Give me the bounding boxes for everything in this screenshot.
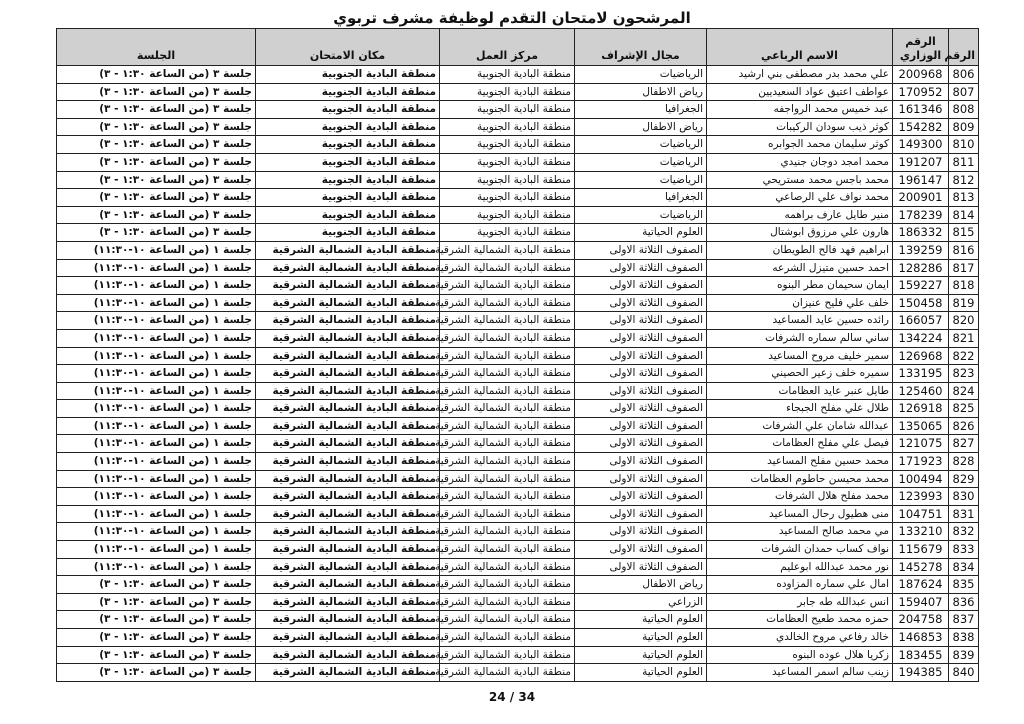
field-cell: الرياضيات xyxy=(575,66,707,84)
national-id-cell: 126968 xyxy=(893,347,949,365)
name-cell: عواطف اعتيق عواد السعيديين xyxy=(707,83,893,101)
name-cell: عبدالله شامان علي الشرفات xyxy=(707,417,893,435)
national-id-cell: 159407 xyxy=(893,593,949,611)
field-cell: الصفوف الثلاثة الاولى xyxy=(575,505,707,523)
session-cell: جلسة ١ (من الساعة ١٠-١١:٣٠) xyxy=(57,365,256,383)
national-id-cell: 200901 xyxy=(893,189,949,207)
column-header-exam-place: مكان الامتحان xyxy=(256,29,440,66)
exam-place-cell: منطقة البادية الشمالية الشرقية xyxy=(256,312,440,330)
exam-place-cell: منطقة البادية الجنوبية xyxy=(256,153,440,171)
national-id-cell: 196147 xyxy=(893,171,949,189)
column-header-field: مجال الإشراف xyxy=(575,29,707,66)
table-row xyxy=(57,488,979,506)
national-id-cell: 183455 xyxy=(893,646,949,664)
work-center-cell: منطقة البادية الشمالية الشرقية xyxy=(440,646,575,664)
exam-place-cell: منطقة البادية الشمالية الشرقية xyxy=(256,611,440,629)
field-cell: الصفوف الثلاثة الاولى xyxy=(575,312,707,330)
field-cell: الصفوف الثلاثة الاولى xyxy=(575,400,707,418)
exam-place-cell: منطقة البادية الجنوبية xyxy=(256,206,440,224)
name-cell: فيصل علي مفلح العظامات xyxy=(707,435,893,453)
work-center-cell: منطقة البادية الشمالية الشرقية xyxy=(440,488,575,506)
field-cell: الرياضيات xyxy=(575,136,707,154)
session-cell: جلسة ١ (من الساعة ١٠-١١:٣٠) xyxy=(57,259,256,277)
session-cell: جلسة ٣ (من الساعة ١:٣٠ - ٣) xyxy=(57,66,256,84)
national-id-cell: 154282 xyxy=(893,118,949,136)
work-center-cell: منطقة البادية الشمالية الشرقية xyxy=(440,347,575,365)
seq-cell: 834 xyxy=(949,558,979,576)
name-cell: سميره خلف زعير الحصيني xyxy=(707,365,893,383)
session-cell: جلسة ٣ (من الساعة ١:٣٠ - ٣) xyxy=(57,576,256,594)
exam-place-cell: منطقة البادية الجنوبية xyxy=(256,66,440,84)
name-cell: محمد امجد دوجان جنيدي xyxy=(707,153,893,171)
session-cell: جلسة ٣ (من الساعة ١:٣٠ - ٣) xyxy=(57,171,256,189)
seq-cell: 821 xyxy=(949,329,979,347)
field-cell: الصفوف الثلاثة الاولى xyxy=(575,365,707,383)
field-cell: رياض الاطفال xyxy=(575,118,707,136)
session-cell: جلسة ٣ (من الساعة ١:٣٠ - ٣) xyxy=(57,664,256,682)
exam-place-cell: منطقة البادية الجنوبية xyxy=(256,189,440,207)
field-cell: الصفوف الثلاثة الاولى xyxy=(575,294,707,312)
table-row xyxy=(57,153,979,171)
table-row xyxy=(57,347,979,365)
exam-place-cell: منطقة البادية الشمالية الشرقية xyxy=(256,488,440,506)
name-cell: منير طايل عارف براهمه xyxy=(707,206,893,224)
national-id-cell: 121075 xyxy=(893,435,949,453)
seq-cell: 829 xyxy=(949,470,979,488)
session-cell: جلسة ١ (من الساعة ١٠-١١:٣٠) xyxy=(57,558,256,576)
name-cell: طلال علي مفلح الجبجاء xyxy=(707,400,893,418)
session-cell: جلسة ٣ (من الساعة ١:٣٠ - ٣) xyxy=(57,83,256,101)
seq-cell: 806 xyxy=(949,66,979,84)
session-cell: جلسة ٣ (من الساعة ١:٣٠ - ٣) xyxy=(57,629,256,647)
seq-cell: 810 xyxy=(949,136,979,154)
session-cell: جلسة ٣ (من الساعة ١:٣٠ - ٣) xyxy=(57,153,256,171)
seq-cell: 838 xyxy=(949,629,979,647)
work-center-cell: منطقة البادية الشمالية الشرقية xyxy=(440,629,575,647)
seq-cell: 808 xyxy=(949,101,979,119)
table-row xyxy=(57,189,979,207)
exam-place-cell: منطقة البادية الشمالية الشرقية xyxy=(256,241,440,259)
seq-cell: 818 xyxy=(949,277,979,295)
candidates-sheet xyxy=(56,28,978,682)
work-center-cell: منطقة البادية الشمالية الشرقية xyxy=(440,576,575,594)
table-row xyxy=(57,83,979,101)
field-cell: الصفوف الثلاثة الاولى xyxy=(575,259,707,277)
work-center-cell: منطقة البادية الشمالية الشرقية xyxy=(440,277,575,295)
session-cell: جلسة ٣ (من الساعة ١:٣٠ - ٣) xyxy=(57,118,256,136)
work-center-cell: منطقة البادية الشمالية الشرقية xyxy=(440,470,575,488)
session-cell: جلسة ١ (من الساعة ١٠-١١:٣٠) xyxy=(57,453,256,471)
name-cell: ابراهيم فهد فالح الطويطان xyxy=(707,241,893,259)
seq-cell: 830 xyxy=(949,488,979,506)
national-id-cell: 133210 xyxy=(893,523,949,541)
column-header-name: الاسم الرباعي xyxy=(707,29,893,66)
table-row xyxy=(57,593,979,611)
national-id-cell: 125460 xyxy=(893,382,949,400)
seq-cell: 827 xyxy=(949,435,979,453)
table-row xyxy=(57,241,979,259)
field-cell: الرياضيات xyxy=(575,206,707,224)
exam-place-cell: منطقة البادية الشمالية الشرقية xyxy=(256,593,440,611)
exam-place-cell: منطقة البادية الجنوبية xyxy=(256,83,440,101)
national-id-cell: 204758 xyxy=(893,611,949,629)
national-id-cell: 115679 xyxy=(893,541,949,559)
national-id-cell: 171923 xyxy=(893,453,949,471)
national-id-cell: 178239 xyxy=(893,206,949,224)
table-row xyxy=(57,224,979,242)
session-cell: جلسة ٣ (من الساعة ١:٣٠ - ٣) xyxy=(57,224,256,242)
national-id-cell: 133195 xyxy=(893,365,949,383)
work-center-cell: منطقة البادية الشمالية الشرقية xyxy=(440,312,575,330)
table-row xyxy=(57,523,979,541)
session-cell: جلسة ١ (من الساعة ١٠-١١:٣٠) xyxy=(57,470,256,488)
table-row xyxy=(57,101,979,119)
exam-place-cell: منطقة البادية الشمالية الشرقية xyxy=(256,294,440,312)
work-center-cell: منطقة البادية الجنوبية xyxy=(440,136,575,154)
table-row xyxy=(57,629,979,647)
name-cell: كوثر سليمان محمد الجوابره xyxy=(707,136,893,154)
name-cell: محمد محيسن حاطوم العظامات xyxy=(707,470,893,488)
national-id-cell: 100494 xyxy=(893,470,949,488)
work-center-cell: منطقة البادية الشمالية الشرقية xyxy=(440,400,575,418)
table-header-row xyxy=(57,29,979,66)
work-center-cell: منطقة البادية الجنوبية xyxy=(440,206,575,224)
field-cell: الصفوف الثلاثة الاولى xyxy=(575,541,707,559)
exam-place-cell: منطقة البادية الجنوبية xyxy=(256,136,440,154)
seq-cell: 840 xyxy=(949,664,979,682)
name-cell: عبد خميس محمد الرواجفه xyxy=(707,101,893,119)
seq-cell: 832 xyxy=(949,523,979,541)
field-cell: العلوم الحياتية xyxy=(575,629,707,647)
exam-place-cell: منطقة البادية الشمالية الشرقية xyxy=(256,400,440,418)
session-cell: جلسة ١ (من الساعة ١٠-١١:٣٠) xyxy=(57,541,256,559)
seq-cell: 812 xyxy=(949,171,979,189)
seq-cell: 824 xyxy=(949,382,979,400)
name-cell: احمد حسين متيزل الشرعه xyxy=(707,259,893,277)
field-cell: رياض الاطفال xyxy=(575,576,707,594)
table-row xyxy=(57,136,979,154)
field-cell: العلوم الحياتية xyxy=(575,664,707,682)
seq-cell: 835 xyxy=(949,576,979,594)
session-cell: جلسة ١ (من الساعة ١٠-١١:٣٠) xyxy=(57,417,256,435)
table-row xyxy=(57,646,979,664)
table-row xyxy=(57,382,979,400)
work-center-cell: منطقة البادية الجنوبية xyxy=(440,66,575,84)
national-id-cell: 170952 xyxy=(893,83,949,101)
seq-cell: 823 xyxy=(949,365,979,383)
table-row xyxy=(57,259,979,277)
work-center-cell: منطقة البادية الشمالية الشرقية xyxy=(440,435,575,453)
exam-place-cell: منطقة البادية الشمالية الشرقية xyxy=(256,453,440,471)
field-cell: الرياضيات xyxy=(575,153,707,171)
seq-cell: 833 xyxy=(949,541,979,559)
work-center-cell: منطقة البادية الشمالية الشرقية xyxy=(440,505,575,523)
name-cell: محمد حسين مفلح المساعيد xyxy=(707,453,893,471)
name-cell: منى هطيول رحال المساعيد xyxy=(707,505,893,523)
session-cell: جلسة ٣ (من الساعة ١:٣٠ - ٣) xyxy=(57,611,256,629)
exam-place-cell: منطقة البادية الشمالية الشرقية xyxy=(256,470,440,488)
table-row xyxy=(57,664,979,682)
field-cell: الرياضيات xyxy=(575,171,707,189)
field-cell: الصفوف الثلاثة الاولى xyxy=(575,558,707,576)
national-id-cell: 159227 xyxy=(893,277,949,295)
name-cell: علي محمد بدر مصطفى بني ارشيد xyxy=(707,66,893,84)
table-row xyxy=(57,611,979,629)
national-id-cell: 161346 xyxy=(893,101,949,119)
seq-cell: 839 xyxy=(949,646,979,664)
work-center-cell: منطقة البادية الشمالية الشرقية xyxy=(440,558,575,576)
work-center-cell: منطقة البادية الشمالية الشرقية xyxy=(440,453,575,471)
name-cell: رائده حسين عايد المساعيد xyxy=(707,312,893,330)
national-id-cell: 150458 xyxy=(893,294,949,312)
session-cell: جلسة ١ (من الساعة ١٠-١١:٣٠) xyxy=(57,294,256,312)
name-cell: ساني سالم سماره الشرفات xyxy=(707,329,893,347)
exam-place-cell: منطقة البادية الشمالية الشرقية xyxy=(256,646,440,664)
session-cell: جلسة ١ (من الساعة ١٠-١١:٣٠) xyxy=(57,329,256,347)
candidates-table xyxy=(56,28,979,682)
name-cell: طايل عنبر عايد العظامات xyxy=(707,382,893,400)
exam-place-cell: منطقة البادية الجنوبية xyxy=(256,171,440,189)
national-id-cell: 134224 xyxy=(893,329,949,347)
session-cell: جلسة ١ (من الساعة ١٠-١١:٣٠) xyxy=(57,523,256,541)
session-cell: جلسة ١ (من الساعة ١٠-١١:٣٠) xyxy=(57,312,256,330)
exam-place-cell: منطقة البادية الشمالية الشرقية xyxy=(256,629,440,647)
exam-place-cell: منطقة البادية الشمالية الشرقية xyxy=(256,558,440,576)
work-center-cell: منطقة البادية الشمالية الشرقية xyxy=(440,259,575,277)
field-cell: العلوم الحياتية xyxy=(575,224,707,242)
national-id-cell: 135065 xyxy=(893,417,949,435)
national-id-cell: 146853 xyxy=(893,629,949,647)
seq-cell: 820 xyxy=(949,312,979,330)
field-cell: الصفوف الثلاثة الاولى xyxy=(575,347,707,365)
table-row xyxy=(57,206,979,224)
name-cell: زينب سالم اسمر المساعيد xyxy=(707,664,893,682)
work-center-cell: منطقة البادية الشمالية الشرقية xyxy=(440,523,575,541)
table-body xyxy=(57,66,979,682)
national-id-cell: 166057 xyxy=(893,312,949,330)
national-id-cell: 149300 xyxy=(893,136,949,154)
work-center-cell: منطقة البادية الشمالية الشرقية xyxy=(440,664,575,682)
work-center-cell: منطقة البادية الشمالية الشرقية xyxy=(440,382,575,400)
field-cell: الصفوف الثلاثة الاولى xyxy=(575,435,707,453)
column-header-work-center: مركز العمل xyxy=(440,29,575,66)
national-id-cell: 128286 xyxy=(893,259,949,277)
national-id-cell: 139259 xyxy=(893,241,949,259)
session-cell: جلسة ١ (من الساعة ١٠-١١:٣٠) xyxy=(57,488,256,506)
exam-place-cell: منطقة البادية الشمالية الشرقية xyxy=(256,259,440,277)
work-center-cell: منطقة البادية الشمالية الشرقية xyxy=(440,417,575,435)
name-cell: انس عبدالله طه جابر xyxy=(707,593,893,611)
session-cell: جلسة ١ (من الساعة ١٠-١١:٣٠) xyxy=(57,277,256,295)
national-id-cell: 200968 xyxy=(893,66,949,84)
seq-cell: 809 xyxy=(949,118,979,136)
seq-cell: 813 xyxy=(949,189,979,207)
name-cell: مي محمد صالح المساعيد xyxy=(707,523,893,541)
column-header-national-id: الرقم الوزاري xyxy=(893,29,949,66)
name-cell: امال علي سماره المزاوده xyxy=(707,576,893,594)
exam-place-cell: منطقة البادية الشمالية الشرقية xyxy=(256,347,440,365)
name-cell: ايمان سحيمان مطر البنوه xyxy=(707,277,893,295)
seq-cell: 825 xyxy=(949,400,979,418)
seq-cell: 836 xyxy=(949,593,979,611)
session-cell: جلسة ٣ (من الساعة ١:٣٠ - ٣) xyxy=(57,189,256,207)
field-cell: رياض الاطفال xyxy=(575,83,707,101)
exam-place-cell: منطقة البادية الشمالية الشرقية xyxy=(256,435,440,453)
table-row xyxy=(57,277,979,295)
name-cell: محمد مفلح هلال الشرفات xyxy=(707,488,893,506)
table-row xyxy=(57,558,979,576)
name-cell: محمد باجس محمد مستريحي xyxy=(707,171,893,189)
table-row xyxy=(57,505,979,523)
table-row xyxy=(57,470,979,488)
name-cell: خالد رفاعي مروح الخالدي xyxy=(707,629,893,647)
table-row xyxy=(57,329,979,347)
session-cell: جلسة ٣ (من الساعة ١:٣٠ - ٣) xyxy=(57,136,256,154)
name-cell: زكريا هلال عوده البنوه xyxy=(707,646,893,664)
exam-place-cell: منطقة البادية الجنوبية xyxy=(256,101,440,119)
table-row xyxy=(57,435,979,453)
session-cell: جلسة ١ (من الساعة ١٠-١١:٣٠) xyxy=(57,435,256,453)
column-header-seq: الرقم xyxy=(949,29,979,66)
name-cell: محمد نواف علي الرصاعي xyxy=(707,189,893,207)
seq-cell: 815 xyxy=(949,224,979,242)
work-center-cell: منطقة البادية الجنوبية xyxy=(440,153,575,171)
national-id-cell: 187624 xyxy=(893,576,949,594)
work-center-cell: منطقة البادية الشمالية الشرقية xyxy=(440,241,575,259)
session-cell: جلسة ١ (من الساعة ١٠-١١:٣٠) xyxy=(57,400,256,418)
table-row xyxy=(57,66,979,84)
session-cell: جلسة ١ (من الساعة ١٠-١١:٣٠) xyxy=(57,382,256,400)
page-title: المرشحون لامتحان التقدم لوظيفة مشرف تربوي xyxy=(333,9,691,27)
national-id-cell: 191207 xyxy=(893,153,949,171)
column-header-session: الجلسة xyxy=(57,29,256,66)
field-cell: الجغرافيا xyxy=(575,101,707,119)
session-cell: جلسة ٣ (من الساعة ١:٣٠ - ٣) xyxy=(57,206,256,224)
work-center-cell: منطقة البادية الجنوبية xyxy=(440,171,575,189)
table-row xyxy=(57,576,979,594)
exam-place-cell: منطقة البادية الشمالية الشرقية xyxy=(256,541,440,559)
work-center-cell: منطقة البادية الشمالية الشرقية xyxy=(440,541,575,559)
exam-place-cell: منطقة البادية الشمالية الشرقية xyxy=(256,417,440,435)
exam-place-cell: منطقة البادية الشمالية الشرقية xyxy=(256,329,440,347)
table-row xyxy=(57,171,979,189)
session-cell: جلسة ٣ (من الساعة ١:٣٠ - ٣) xyxy=(57,646,256,664)
field-cell: الجغرافيا xyxy=(575,189,707,207)
national-id-cell: 194385 xyxy=(893,664,949,682)
national-id-cell: 186332 xyxy=(893,224,949,242)
name-cell: نواف كساب حمدان الشرفات xyxy=(707,541,893,559)
exam-place-cell: منطقة البادية الشمالية الشرقية xyxy=(256,664,440,682)
field-cell: الصفوف الثلاثة الاولى xyxy=(575,523,707,541)
exam-place-cell: منطقة البادية الشمالية الشرقية xyxy=(256,365,440,383)
field-cell: الصفوف الثلاثة الاولى xyxy=(575,417,707,435)
exam-place-cell: منطقة البادية الشمالية الشرقية xyxy=(256,382,440,400)
exam-place-cell: منطقة البادية الشمالية الشرقية xyxy=(256,576,440,594)
exam-place-cell: منطقة البادية الشمالية الشرقية xyxy=(256,277,440,295)
field-cell: الصفوف الثلاثة الاولى xyxy=(575,382,707,400)
session-cell: جلسة ١ (من الساعة ١٠-١١:٣٠) xyxy=(57,505,256,523)
field-cell: الزراعي xyxy=(575,593,707,611)
field-cell: العلوم الحياتية xyxy=(575,611,707,629)
work-center-cell: منطقة البادية الجنوبية xyxy=(440,83,575,101)
exam-place-cell: منطقة البادية الجنوبية xyxy=(256,224,440,242)
field-cell: الصفوف الثلاثة الاولى xyxy=(575,277,707,295)
seq-cell: 807 xyxy=(949,83,979,101)
work-center-cell: منطقة البادية الجنوبية xyxy=(440,101,575,119)
work-center-cell: منطقة البادية الجنوبية xyxy=(440,189,575,207)
seq-cell: 819 xyxy=(949,294,979,312)
field-cell: العلوم الحياتية xyxy=(575,646,707,664)
seq-cell: 816 xyxy=(949,241,979,259)
work-center-cell: منطقة البادية الشمالية الشرقية xyxy=(440,593,575,611)
session-cell: جلسة ٣ (من الساعة ١:٣٠ - ٣) xyxy=(57,101,256,119)
name-cell: نور محمد عبدالله ابوعليم xyxy=(707,558,893,576)
work-center-cell: منطقة البادية الشمالية الشرقية xyxy=(440,365,575,383)
table-row xyxy=(57,365,979,383)
seq-cell: 828 xyxy=(949,453,979,471)
field-cell: الصفوف الثلاثة الاولى xyxy=(575,241,707,259)
exam-place-cell: منطقة البادية الجنوبية xyxy=(256,118,440,136)
field-cell: الصفوف الثلاثة الاولى xyxy=(575,488,707,506)
national-id-cell: 145278 xyxy=(893,558,949,576)
session-cell: جلسة ١ (من الساعة ١٠-١١:٣٠) xyxy=(57,241,256,259)
seq-cell: 831 xyxy=(949,505,979,523)
seq-cell: 814 xyxy=(949,206,979,224)
national-id-cell: 123993 xyxy=(893,488,949,506)
national-id-cell: 126918 xyxy=(893,400,949,418)
name-cell: خلف علي فليح عنيزان xyxy=(707,294,893,312)
work-center-cell: منطقة البادية الشمالية الشرقية xyxy=(440,294,575,312)
table-row xyxy=(57,312,979,330)
national-id-cell: 104751 xyxy=(893,505,949,523)
seq-cell: 817 xyxy=(949,259,979,277)
seq-cell: 826 xyxy=(949,417,979,435)
work-center-cell: منطقة البادية الشمالية الشرقية xyxy=(440,611,575,629)
seq-cell: 837 xyxy=(949,611,979,629)
name-cell: هارون علي مرزوق ابوشتال xyxy=(707,224,893,242)
table-row xyxy=(57,453,979,471)
work-center-cell: منطقة البادية الجنوبية xyxy=(440,224,575,242)
table-row xyxy=(57,294,979,312)
session-cell: جلسة ١ (من الساعة ١٠-١١:٣٠) xyxy=(57,347,256,365)
session-cell: جلسة ٣ (من الساعة ١:٣٠ - ٣) xyxy=(57,593,256,611)
name-cell: حمزه محمد طعيح العظامات xyxy=(707,611,893,629)
table-row xyxy=(57,541,979,559)
seq-cell: 811 xyxy=(949,153,979,171)
exam-place-cell: منطقة البادية الشمالية الشرقية xyxy=(256,523,440,541)
field-cell: الصفوف الثلاثة الاولى xyxy=(575,470,707,488)
field-cell: الصفوف الثلاثة الاولى xyxy=(575,453,707,471)
exam-place-cell: منطقة البادية الشمالية الشرقية xyxy=(256,505,440,523)
work-center-cell: منطقة البادية الشمالية الشرقية xyxy=(440,329,575,347)
page-number: 24 / 34 xyxy=(488,690,536,704)
work-center-cell: منطقة البادية الجنوبية xyxy=(440,118,575,136)
field-cell: الصفوف الثلاثة الاولى xyxy=(575,329,707,347)
name-cell: سمير خليف مروح المساعيد xyxy=(707,347,893,365)
seq-cell: 822 xyxy=(949,347,979,365)
table-row xyxy=(57,118,979,136)
table-row xyxy=(57,400,979,418)
table-row xyxy=(57,417,979,435)
name-cell: كوثر ذيب سودان الركيبات xyxy=(707,118,893,136)
